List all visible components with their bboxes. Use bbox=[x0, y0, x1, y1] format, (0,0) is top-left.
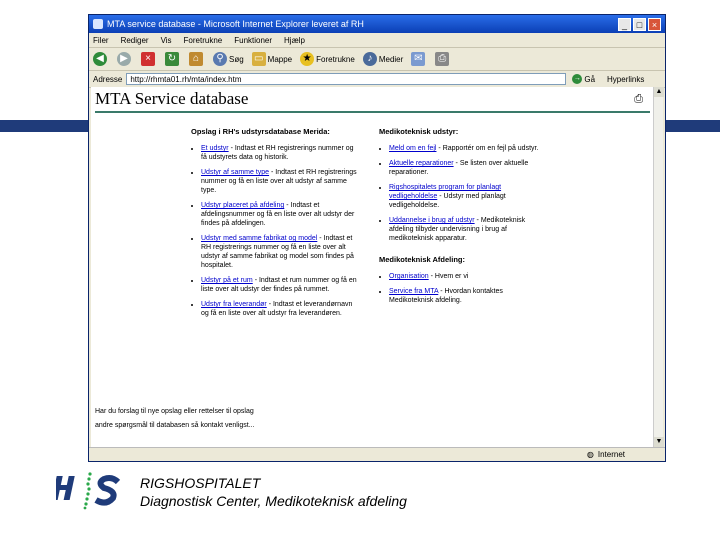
logo-dots bbox=[84, 472, 92, 509]
favorites-icon: ★ bbox=[300, 52, 314, 66]
footer-line: andre spørgsmål til databasen så kontakt venligst... bbox=[95, 422, 255, 429]
search-label: Søg bbox=[229, 54, 244, 64]
home-icon: ⌂ bbox=[189, 52, 203, 66]
print-button[interactable] bbox=[435, 52, 451, 66]
link-item[interactable]: Meld om en fejl bbox=[389, 145, 437, 152]
link-item[interactable]: Service fra MTA bbox=[389, 288, 439, 295]
folder-button[interactable] bbox=[252, 52, 292, 66]
page-content bbox=[91, 87, 653, 447]
maximize-button[interactable]: □ bbox=[633, 18, 646, 31]
left-heading: Opslag i RH's udstyrsdatabase Merida: bbox=[191, 127, 330, 136]
search-button[interactable] bbox=[213, 52, 244, 66]
folder-label: Mappe bbox=[267, 54, 293, 64]
link-item[interactable]: Rigshospitalets program for planlagt vedligeholdelse bbox=[389, 184, 502, 200]
status-bar bbox=[89, 447, 665, 461]
stop-button[interactable] bbox=[141, 52, 157, 66]
menu-file[interactable]: Filer bbox=[93, 35, 109, 45]
link-item[interactable]: Uddannelse i brug af udstyr bbox=[389, 217, 475, 224]
right-column bbox=[379, 127, 549, 311]
menu-view[interactable]: Vis bbox=[160, 35, 172, 45]
scroll-down-icon[interactable]: ▼ bbox=[655, 438, 663, 445]
list-item: • Udstyr af samme type - Indtast et RH registrerings nummer og få en liste over alt udstyr af samme type. bbox=[201, 168, 361, 195]
toolbar bbox=[89, 48, 665, 71]
list-item: • Meld om en fejl - Rapportér om en fejl på udstyr. bbox=[389, 144, 549, 153]
org-name: RIGSHOSPITALET bbox=[140, 475, 261, 491]
list-item: • Udstyr på et rum - Indtast et rum nummer og få en liste over alt udstyr der findes på rummet. bbox=[201, 276, 361, 294]
title-rule bbox=[95, 111, 650, 113]
dept-heading: Medikoteknisk Afdeling: bbox=[379, 255, 465, 264]
logo-h bbox=[56, 476, 75, 500]
list-item: • Aktuelle reparationer - Se listen over aktuelle reparationer. bbox=[389, 159, 549, 177]
print-page-icon[interactable]: ⎙ bbox=[634, 93, 643, 105]
link-item[interactable]: Aktuelle reparationer bbox=[389, 160, 454, 167]
favorites-button[interactable] bbox=[300, 52, 355, 66]
logo-s bbox=[96, 478, 118, 503]
mail-icon: ✉ bbox=[411, 52, 425, 66]
right-heading: Medikoteknisk udstyr: bbox=[379, 127, 459, 136]
browser-window bbox=[88, 14, 666, 462]
footer-line: Har du forslag til nye opslag eller rettelser til opslag bbox=[95, 408, 254, 415]
status-zone: Internet bbox=[597, 450, 625, 459]
hs-logo bbox=[56, 470, 128, 510]
close-button[interactable]: × bbox=[648, 18, 661, 31]
menu-tools[interactable]: Funktioner bbox=[234, 35, 273, 45]
mail-button[interactable] bbox=[411, 52, 427, 66]
organization-block bbox=[140, 474, 407, 510]
home-button[interactable] bbox=[189, 52, 205, 66]
link-item[interactable]: Udstyr placeret på afdeling bbox=[201, 202, 285, 209]
folder-icon: ▭ bbox=[252, 52, 266, 66]
ie-icon bbox=[93, 19, 103, 29]
org-department: Diagnostisk Center, Medikoteknisk afdeling bbox=[140, 493, 407, 509]
link-item[interactable]: Udstyr fra leverandør bbox=[201, 301, 267, 308]
favorites-label: Foretrukne bbox=[316, 54, 355, 64]
list-item: • Organisation - Hvem er vi bbox=[389, 272, 549, 281]
address-label: Adresse bbox=[93, 74, 123, 84]
list-item: • Udstyr placeret på afdeling - Indtast et afdelingsnummer og få en liste over alt udstyr der findes på afdelingen. bbox=[201, 201, 361, 228]
link-item[interactable]: Udstyr på et rum bbox=[201, 277, 253, 284]
refresh-icon: ↻ bbox=[165, 52, 179, 66]
list-item: • Udstyr fra leverandør - Indtast et leverandørnavn og få en liste over alt udstyr fra leverandøren. bbox=[201, 300, 361, 318]
menu-favorites[interactable]: Foretrukne bbox=[183, 35, 223, 45]
globe-icon: ◍ bbox=[586, 450, 594, 459]
menu-edit[interactable]: Rediger bbox=[120, 35, 149, 45]
print-icon: ⎙ bbox=[435, 52, 449, 66]
media-icon: ♪ bbox=[363, 52, 377, 66]
minimize-button[interactable]: _ bbox=[618, 18, 631, 31]
address-field[interactable]: http://rhmta01.rh/mta/index.htm bbox=[126, 73, 566, 85]
media-label: Medier bbox=[378, 54, 404, 64]
link-item[interactable]: Et udstyr bbox=[201, 145, 229, 152]
stop-icon: × bbox=[141, 52, 155, 66]
menu-bar bbox=[89, 33, 665, 48]
page-title: MTA Service database bbox=[95, 89, 249, 108]
link-item[interactable]: Organisation bbox=[389, 273, 429, 280]
list-item: • Rigshospitalets program for planlagt vedligeholdelse - Udstyr med planlagt vedligeholdelse. bbox=[389, 183, 549, 210]
menu-help[interactable]: Hjælp bbox=[284, 35, 305, 45]
refresh-button[interactable] bbox=[165, 52, 181, 66]
back-button[interactable] bbox=[93, 52, 109, 66]
left-column bbox=[191, 127, 361, 324]
vertical-scrollbar[interactable] bbox=[653, 87, 663, 447]
links-label[interactable]: Hyperlinks bbox=[607, 74, 645, 84]
forward-icon: ▶ bbox=[117, 52, 131, 66]
go-label: Gå bbox=[584, 74, 596, 84]
media-button[interactable] bbox=[363, 52, 403, 66]
address-bar bbox=[89, 71, 665, 88]
go-button[interactable] bbox=[572, 74, 595, 84]
back-icon: ◀ bbox=[93, 52, 107, 66]
list-item: • Uddannelse i brug af udstyr - Medikoteknisk afdeling tilbyder undervisning i brug af medikoteknisk apparatur. bbox=[389, 216, 549, 243]
scroll-up-icon[interactable]: ▲ bbox=[655, 88, 663, 95]
list-item: • Et udstyr - Indtast et RH registrerings nummer og få udstyrets data og historik. bbox=[201, 144, 361, 162]
list-item: • Service fra MTA - Hvordan kontaktes Medikoteknisk afdeling. bbox=[389, 287, 549, 305]
window-titlebar[interactable] bbox=[89, 15, 665, 33]
link-item[interactable]: Udstyr af samme type bbox=[201, 169, 270, 176]
forward-button[interactable] bbox=[117, 52, 133, 66]
link-item[interactable]: Udstyr med samme fabrikat og model bbox=[201, 235, 318, 242]
list-item: • Udstyr med samme fabrikat og model - Indtast et RH registrerings nummer og få en liste over alt udstyr af samme fabrikat og model som findes på hospitalet. bbox=[201, 234, 361, 270]
go-icon: → bbox=[573, 75, 581, 82]
window-title: MTA service database - Microsoft Internet Explorer leveret af RH bbox=[107, 19, 364, 29]
footer-note bbox=[95, 405, 635, 433]
search-icon: ⚲ bbox=[213, 52, 227, 66]
